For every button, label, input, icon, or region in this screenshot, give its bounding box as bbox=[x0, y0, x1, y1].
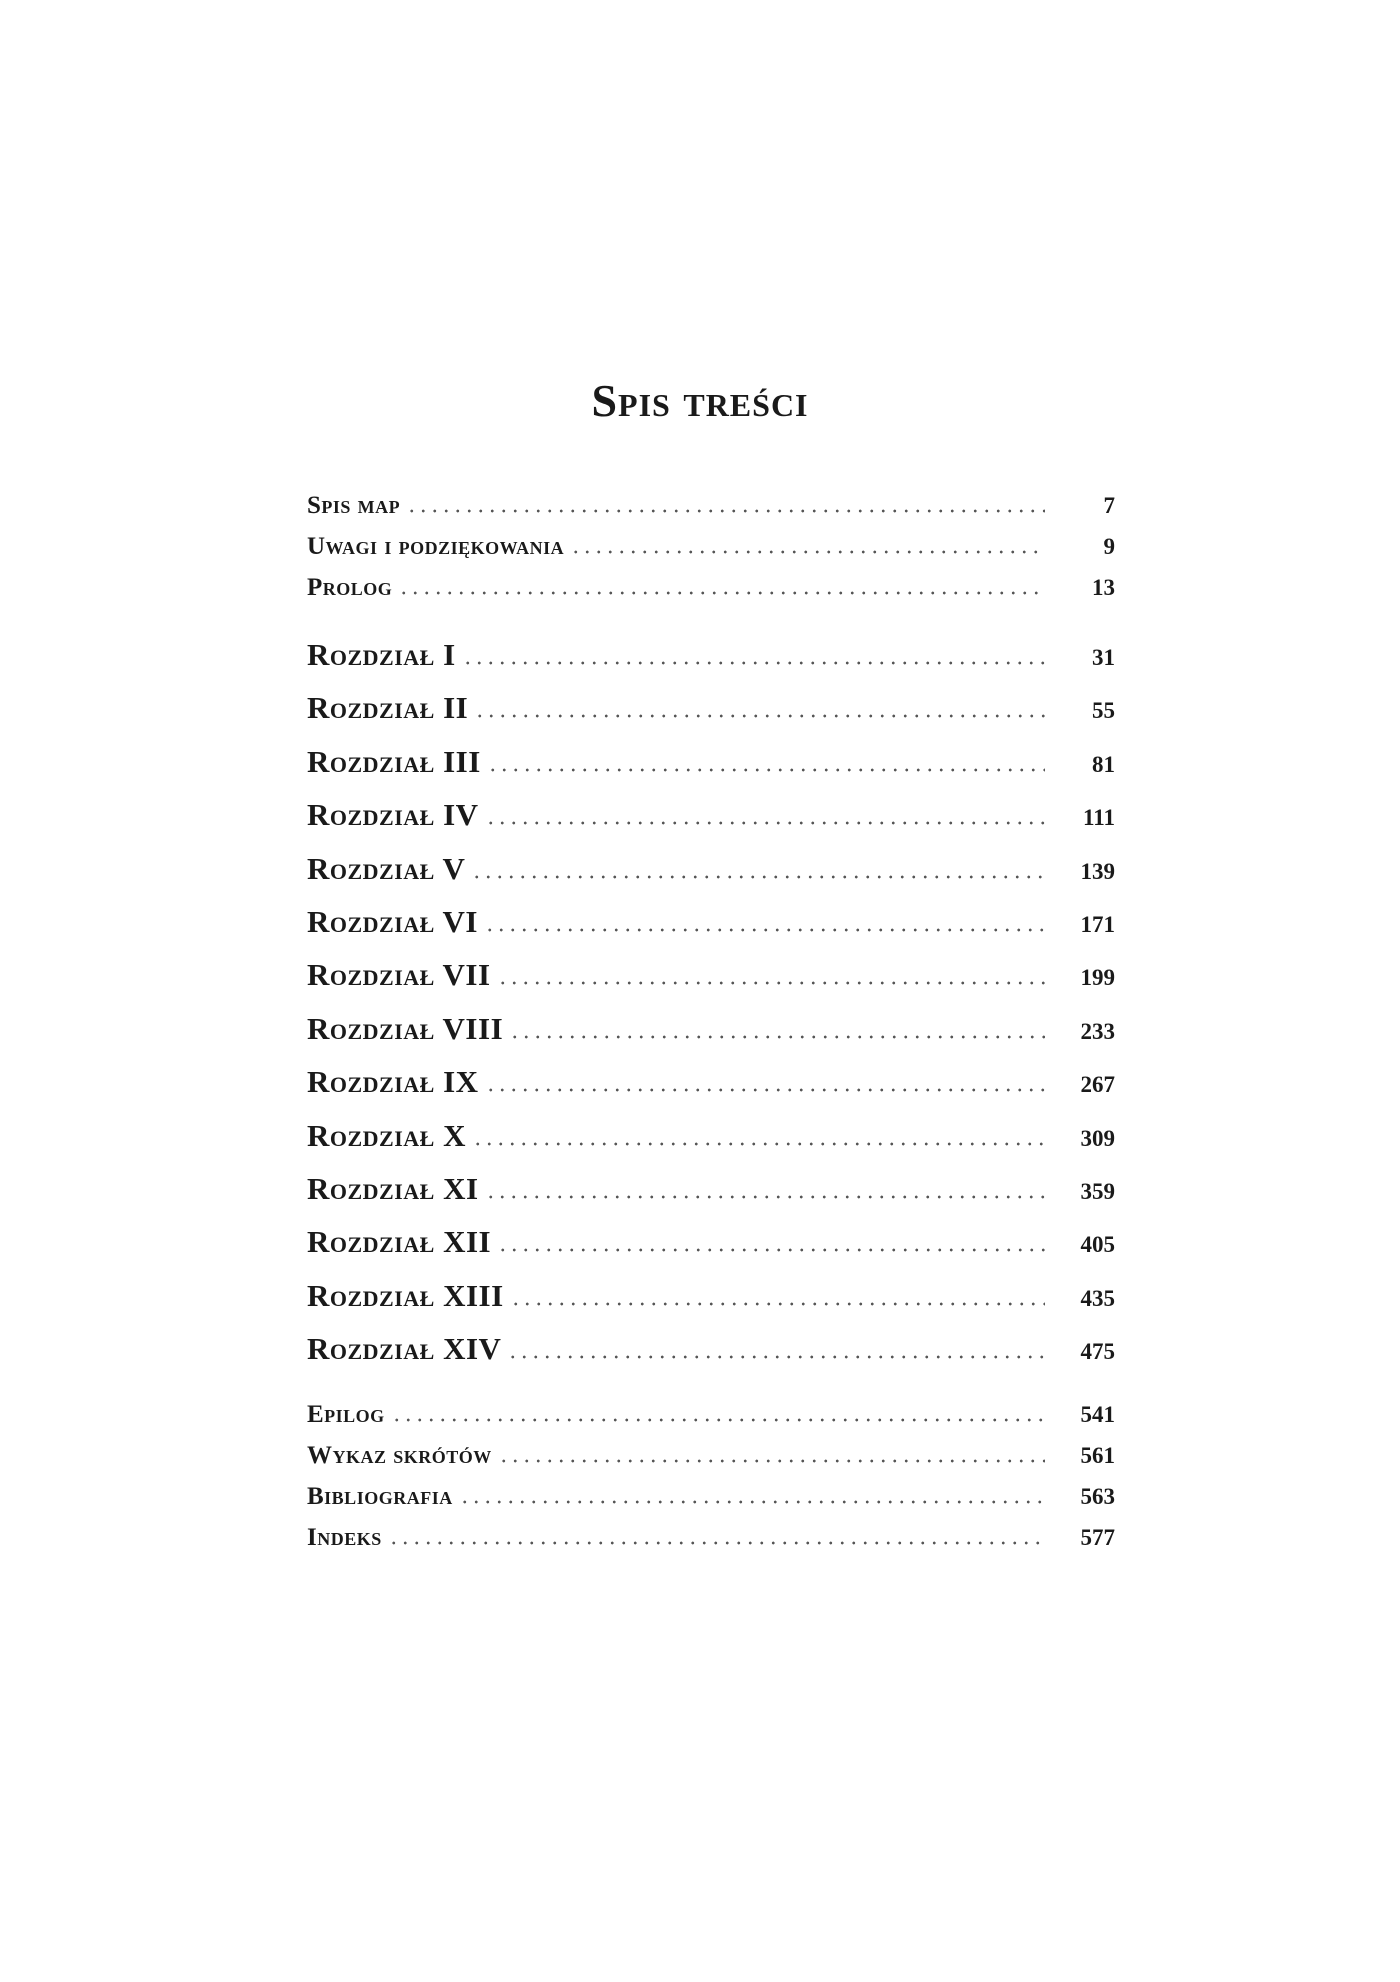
toc-entry-label: Wykaz skrótów bbox=[307, 1442, 492, 1469]
dot-leader bbox=[484, 928, 1045, 932]
toc-entry-page: 475 bbox=[1080, 1339, 1115, 1365]
toc-entry-label: Bibliografia bbox=[307, 1483, 453, 1510]
toc-entry[interactable] bbox=[307, 1483, 1115, 1524]
toc-entry-label: Spis map bbox=[307, 492, 401, 519]
dot-leader bbox=[510, 1302, 1045, 1306]
toc-entry-chapter[interactable] bbox=[307, 1224, 1115, 1277]
dot-leader bbox=[391, 1418, 1045, 1422]
dot-leader bbox=[487, 768, 1045, 772]
toc-entry-label: Indeks bbox=[307, 1524, 382, 1551]
toc-entry-page: 267 bbox=[1080, 1072, 1115, 1098]
toc-entry-chapter[interactable] bbox=[307, 690, 1115, 743]
toc-entry-label: Rozdział XIII bbox=[307, 1277, 504, 1313]
toc-entry-chapter[interactable] bbox=[307, 1064, 1115, 1117]
toc-entry-label: Rozdział V bbox=[307, 850, 466, 886]
dot-leader bbox=[485, 821, 1045, 825]
toc-entry-page: 9 bbox=[1103, 534, 1115, 559]
dot-leader bbox=[471, 875, 1045, 879]
dot-leader bbox=[406, 509, 1045, 513]
toc-entry-label: Rozdział IV bbox=[307, 797, 479, 833]
toc-entry[interactable] bbox=[307, 1442, 1115, 1483]
toc-entry-label: Rozdział VIII bbox=[307, 1010, 504, 1046]
toc-entry-page: 7 bbox=[1103, 493, 1115, 518]
dot-leader bbox=[509, 1035, 1045, 1039]
toc-entry-chapter[interactable] bbox=[307, 851, 1115, 904]
toc-entry-page: 31 bbox=[1092, 645, 1115, 670]
toc-entry-chapter[interactable] bbox=[307, 904, 1115, 957]
toc-entry-chapter[interactable] bbox=[307, 957, 1115, 1010]
toc-entry-chapter[interactable] bbox=[307, 1171, 1115, 1224]
dot-leader bbox=[462, 661, 1045, 665]
toc-entry-page: 563 bbox=[1080, 1484, 1115, 1509]
toc-entry[interactable] bbox=[307, 1524, 1115, 1565]
toc-entry-page: 13 bbox=[1092, 575, 1115, 600]
toc-entry-chapter[interactable] bbox=[307, 1278, 1115, 1331]
toc-entry[interactable] bbox=[307, 533, 1115, 574]
toc-entry-page: 359 bbox=[1080, 1178, 1115, 1204]
toc-front-matter bbox=[307, 492, 1115, 615]
toc-entry-label: Rozdział XI bbox=[307, 1170, 479, 1206]
toc-entry-label: Rozdział III bbox=[307, 743, 481, 779]
dot-leader bbox=[474, 714, 1045, 718]
toc-chapters bbox=[307, 637, 1115, 1384]
toc-entry-page: 561 bbox=[1080, 1443, 1115, 1468]
toc-entry-label: Uwagi i podziękowania bbox=[307, 533, 565, 560]
dot-leader bbox=[398, 591, 1045, 595]
dot-leader bbox=[498, 1459, 1045, 1463]
toc-entry-label: Rozdział VI bbox=[307, 903, 478, 939]
toc-entry-label: Epilog bbox=[307, 1401, 385, 1428]
toc-entry-page: 139 bbox=[1080, 858, 1115, 884]
toc-entry-chapter[interactable] bbox=[307, 1118, 1115, 1171]
toc-entry-chapter[interactable] bbox=[307, 1011, 1115, 1064]
dot-leader bbox=[485, 1088, 1045, 1092]
page-title: Spis treści bbox=[591, 374, 809, 426]
toc-entry-page: 81 bbox=[1092, 751, 1115, 777]
toc-entry-page: 199 bbox=[1080, 965, 1115, 991]
toc-entry-page: 55 bbox=[1092, 698, 1115, 724]
toc-entry-page: 541 bbox=[1080, 1402, 1115, 1427]
toc-entry[interactable] bbox=[307, 492, 1115, 533]
toc-entry-page: 233 bbox=[1080, 1018, 1115, 1044]
toc-entry-chapter[interactable] bbox=[307, 1331, 1115, 1384]
toc-entry-chapter[interactable] bbox=[307, 637, 1115, 690]
toc-entry-chapter[interactable] bbox=[307, 797, 1115, 850]
dot-leader bbox=[570, 550, 1045, 554]
dot-leader bbox=[459, 1500, 1045, 1504]
dot-leader bbox=[507, 1355, 1045, 1359]
toc-entry-page: 171 bbox=[1080, 911, 1115, 937]
toc-entry-page: 309 bbox=[1080, 1125, 1115, 1151]
toc-entry-label: Prolog bbox=[307, 574, 393, 601]
toc-entry-page: 405 bbox=[1080, 1232, 1115, 1258]
toc-entry-label: Rozdział XIV bbox=[307, 1331, 502, 1367]
toc-entry-chapter[interactable] bbox=[307, 744, 1115, 797]
toc-entry-label: Rozdział II bbox=[307, 690, 469, 726]
dot-leader bbox=[485, 1195, 1045, 1199]
dot-leader bbox=[388, 1541, 1045, 1545]
toc-entry[interactable] bbox=[307, 574, 1115, 615]
dot-leader bbox=[497, 981, 1045, 985]
toc-entry-label: Rozdział XII bbox=[307, 1224, 492, 1260]
toc-entry-page: 111 bbox=[1083, 805, 1115, 831]
toc-entry[interactable] bbox=[307, 1401, 1115, 1442]
toc-entry-label: Rozdział VII bbox=[307, 957, 491, 993]
dot-leader bbox=[497, 1248, 1045, 1252]
dot-leader bbox=[472, 1142, 1045, 1146]
toc-entry-label: Rozdział X bbox=[307, 1117, 466, 1153]
toc-entry-label: Rozdział IX bbox=[307, 1064, 479, 1100]
toc-entry-page: 577 bbox=[1080, 1525, 1115, 1550]
toc-back-matter bbox=[307, 1401, 1115, 1565]
toc-entry-label: Rozdział I bbox=[307, 637, 456, 672]
toc-entry-page: 435 bbox=[1080, 1285, 1115, 1311]
